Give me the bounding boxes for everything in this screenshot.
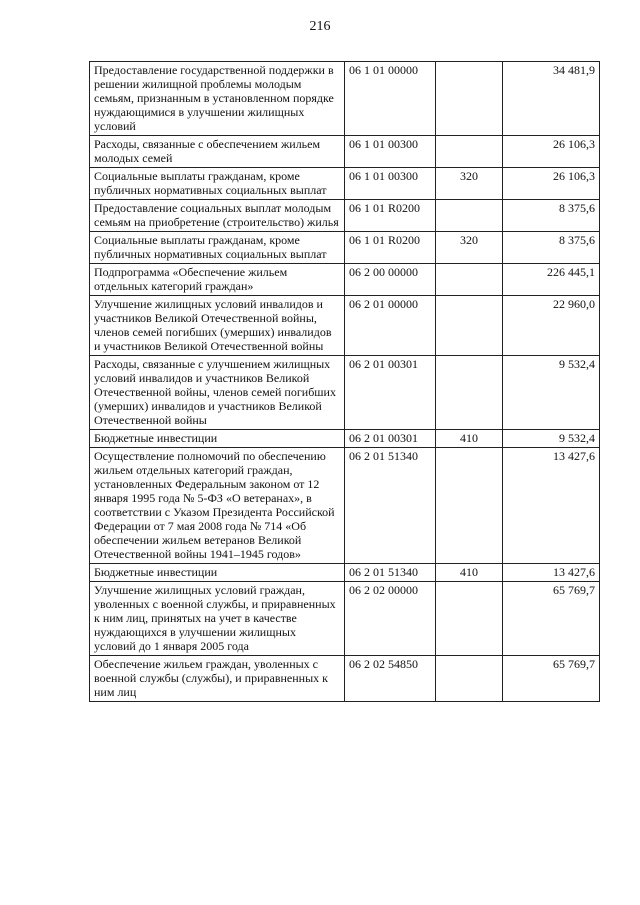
cell-sum: 26 106,3 [503, 136, 600, 168]
cell-code: 06 1 01 R0200 [345, 200, 436, 232]
table-row [90, 296, 600, 356]
budget-table [89, 61, 600, 702]
budget-table-body [90, 62, 600, 702]
table-row [90, 656, 600, 702]
cell-code: 06 1 01 R0200 [345, 232, 436, 264]
cell-name: Расходы, связанные с обеспечением жильем молодых семей [90, 136, 345, 168]
table-row [90, 136, 600, 168]
cell-sum: 226 445,1 [503, 264, 600, 296]
cell-sum: 13 427,6 [503, 448, 600, 564]
cell-code: 06 2 01 00301 [345, 356, 436, 430]
cell-sum: 9 532,4 [503, 356, 600, 430]
cell-code: 06 2 01 00000 [345, 296, 436, 356]
table-row [90, 356, 600, 430]
cell-sum: 13 427,6 [503, 564, 600, 582]
cell-sum: 34 481,9 [503, 62, 600, 136]
table-row [90, 430, 600, 448]
cell-code: 06 1 01 00300 [345, 168, 436, 200]
table-row [90, 62, 600, 136]
cell-name: Предоставление социальных выплат молодым семьям на приобретение (строительство) жилья [90, 200, 345, 232]
cell-vr [436, 582, 503, 656]
cell-name: Улучшение жилищных условий инвалидов и участников Великой Отечественной войны, членов семей погибших (умерших) инвалидов и участников Великой Отечественной войны [90, 296, 345, 356]
page-number: 216 [309, 19, 331, 34]
table-row [90, 564, 600, 582]
cell-code: 06 1 01 00000 [345, 62, 436, 136]
cell-name: Расходы, связанные с улучшением жилищных условий инвалидов и участников Великой Отечественной войны, членов семей погибших (умерших) инвалидов и участников Великой Отечественной войны [90, 356, 345, 430]
table-row [90, 200, 600, 232]
cell-vr [436, 62, 503, 136]
cell-vr [436, 356, 503, 430]
cell-sum: 8 375,6 [503, 232, 600, 264]
cell-vr [436, 296, 503, 356]
table-row [90, 448, 600, 564]
cell-code: 06 2 02 00000 [345, 582, 436, 656]
cell-sum: 22 960,0 [503, 296, 600, 356]
cell-code: 06 1 01 00300 [345, 136, 436, 168]
cell-sum: 65 769,7 [503, 656, 600, 702]
cell-vr [436, 200, 503, 232]
cell-name: Улучшение жилищных условий граждан, уволенных с военной службы, и приравненных к ним лиц, принятых на учет в качестве нуждающихся в улучшении жилищных условий до 1 января 2005 года [90, 582, 345, 656]
table-row [90, 168, 600, 200]
cell-vr: 320 [436, 168, 503, 200]
cell-vr: 410 [436, 430, 503, 448]
table-row [90, 232, 600, 264]
cell-name: Бюджетные инвестиции [90, 564, 345, 582]
cell-name: Предоставление государственной поддержки в решении жилищной проблемы молодым семьям, признанным в установленном порядке нуждающимися в улучшении жилищных условий [90, 62, 345, 136]
cell-vr [436, 656, 503, 702]
cell-vr [436, 264, 503, 296]
cell-code: 06 2 01 51340 [345, 564, 436, 582]
cell-name: Подпрограмма «Обеспечение жильем отдельных категорий граждан» [90, 264, 345, 296]
cell-vr: 410 [436, 564, 503, 582]
cell-name: Социальные выплаты гражданам, кроме публичных нормативных социальных выплат [90, 232, 345, 264]
cell-name: Осуществление полномочий по обеспечению жильем отдельных категорий граждан, установленных Федеральным законом от 12 января 1995 года № 5-ФЗ «О ветеранах», в соответствии с Указом Президента Российской Федерации от 7 мая 2008 года № 714 «Об обеспечении жильем ветеранов Великой Отечественной войны 1941–1945 годов» [90, 448, 345, 564]
cell-sum: 8 375,6 [503, 200, 600, 232]
cell-sum: 26 106,3 [503, 168, 600, 200]
cell-code: 06 2 02 54850 [345, 656, 436, 702]
cell-name: Обеспечение жильем граждан, уволенных с военной службы (службы), и приравненных к ним лиц [90, 656, 345, 702]
cell-vr [436, 448, 503, 564]
table-row [90, 264, 600, 296]
cell-name: Социальные выплаты гражданам, кроме публичных нормативных социальных выплат [90, 168, 345, 200]
cell-sum: 65 769,7 [503, 582, 600, 656]
table-row [90, 582, 600, 656]
cell-code: 06 2 00 00000 [345, 264, 436, 296]
cell-code: 06 2 01 00301 [345, 430, 436, 448]
cell-sum: 9 532,4 [503, 430, 600, 448]
cell-vr: 320 [436, 232, 503, 264]
cell-name: Бюджетные инвестиции [90, 430, 345, 448]
cell-vr [436, 136, 503, 168]
cell-code: 06 2 01 51340 [345, 448, 436, 564]
